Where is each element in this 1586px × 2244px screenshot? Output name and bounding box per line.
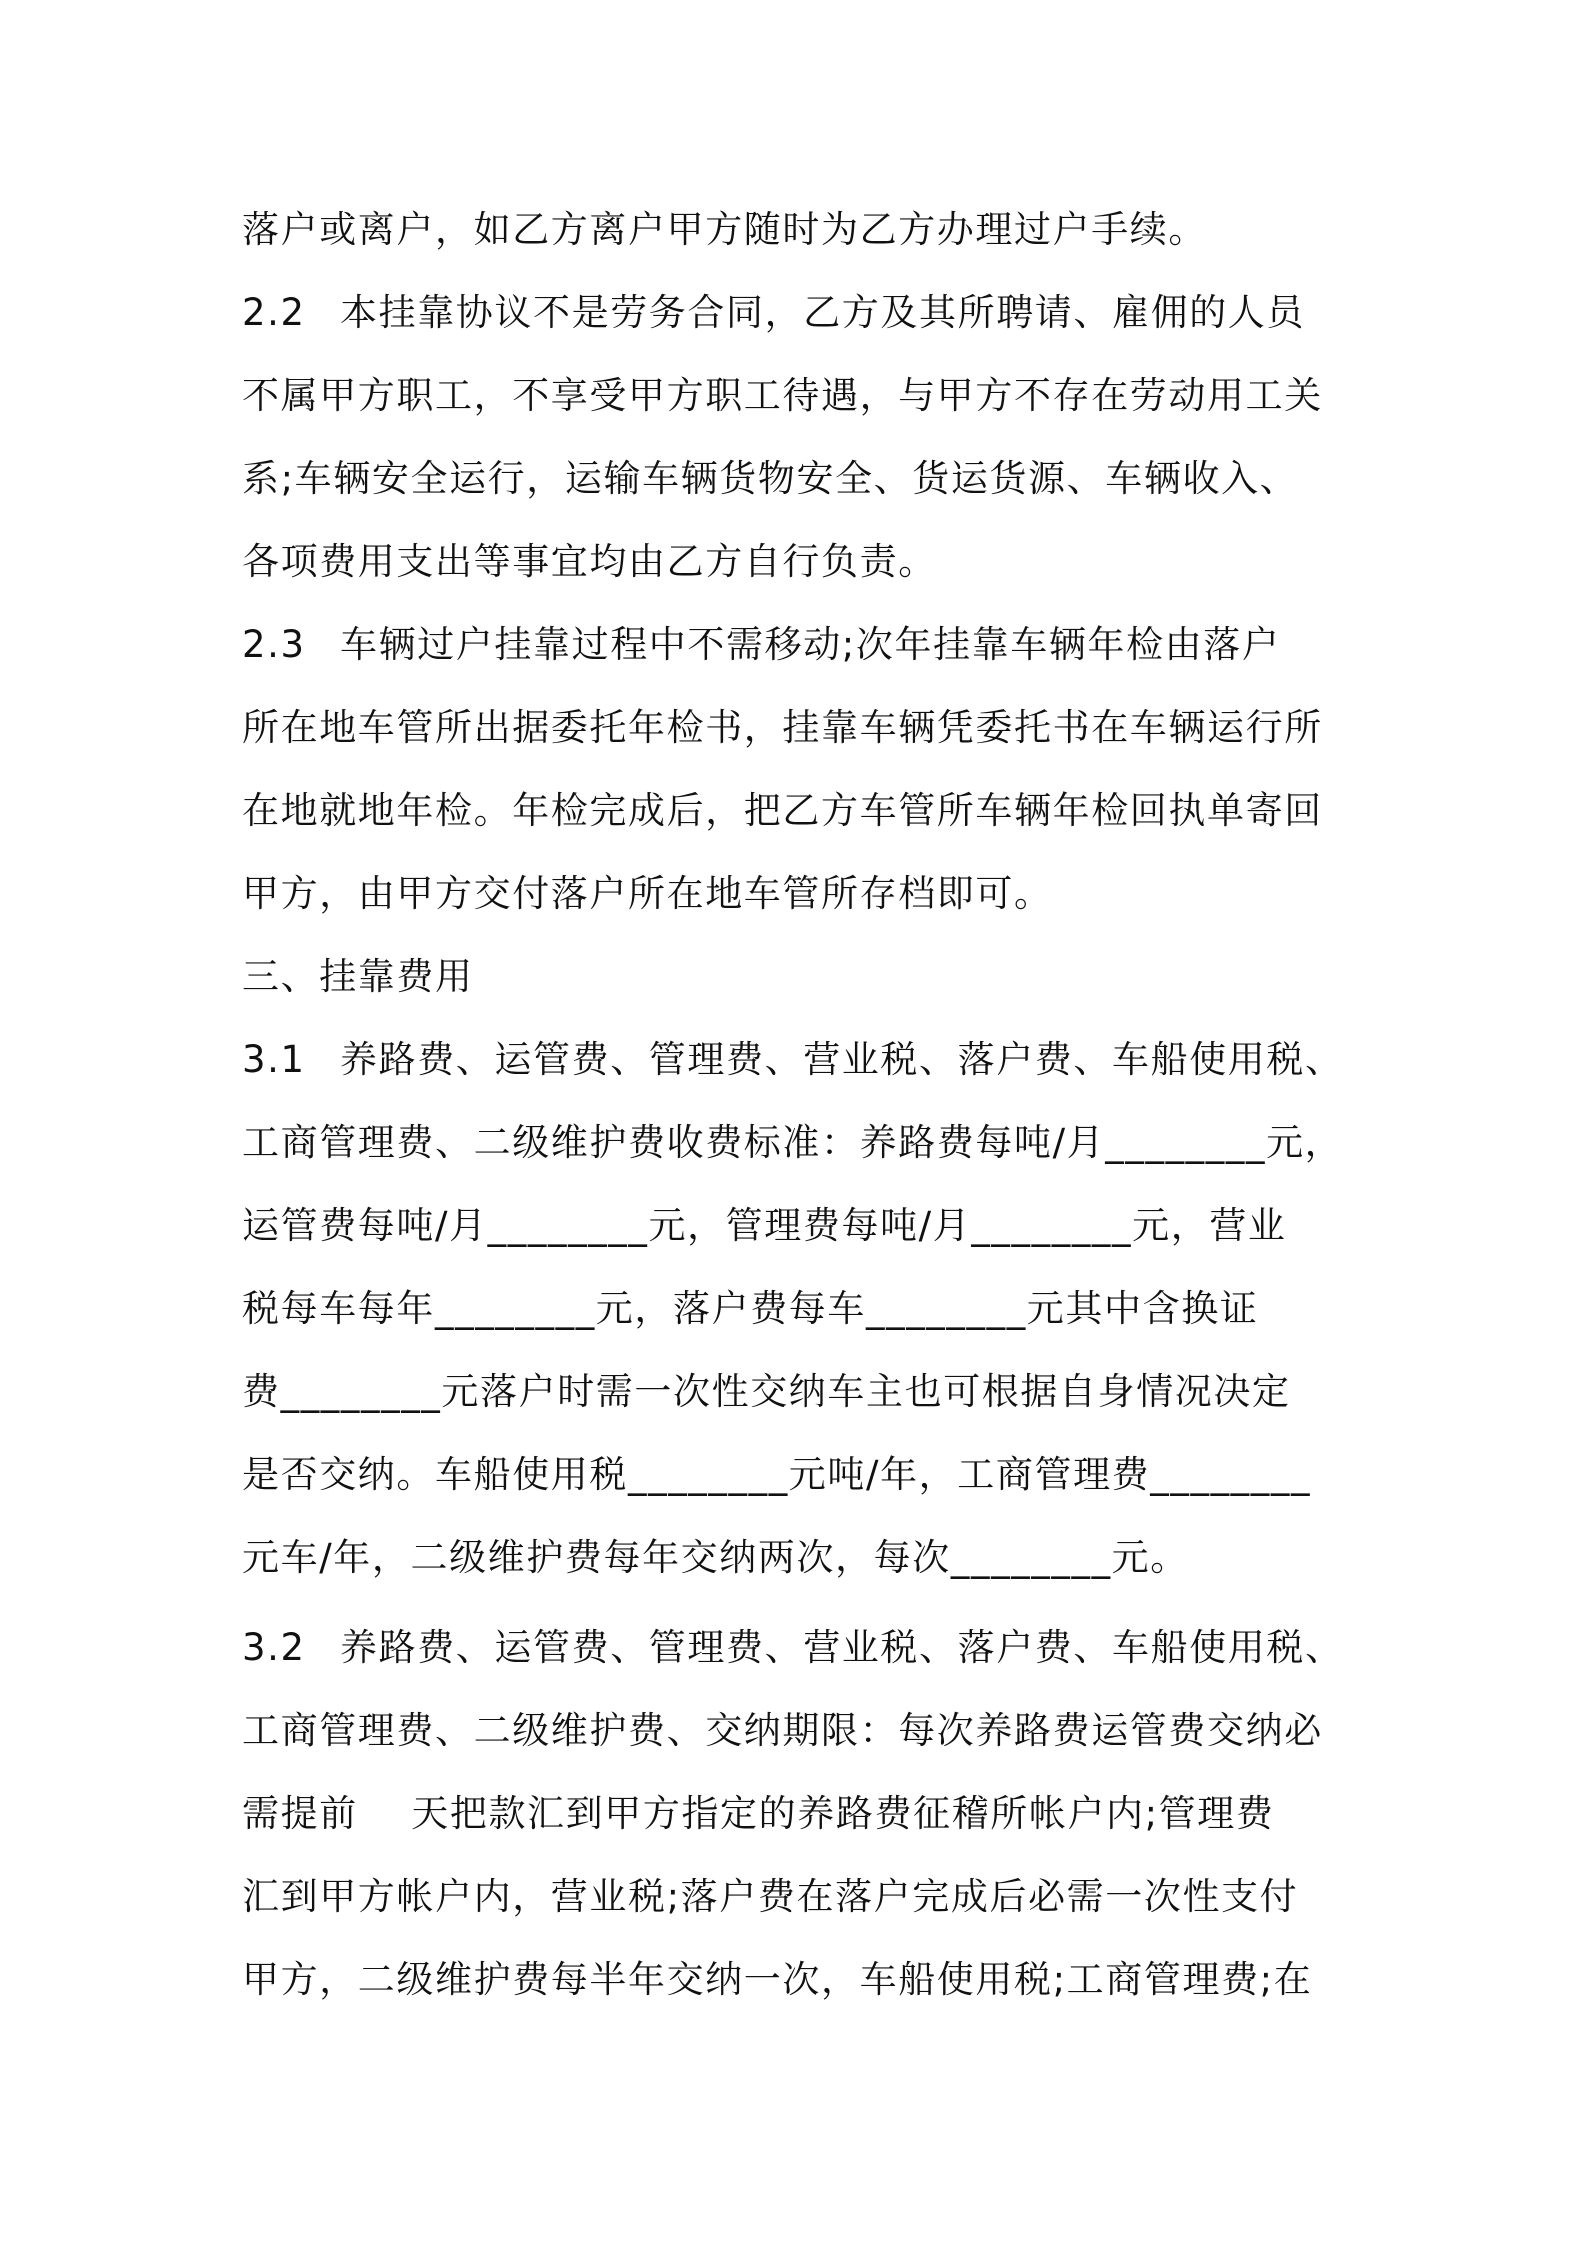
clause-3-2: [242, 1623, 1362, 1673]
line-text: 工商管理费、二级维护费、交纳期限：每次养路费运管费交纳必: [242, 1709, 1323, 1752]
text-line: [242, 703, 1362, 753]
text-line: [242, 205, 1362, 255]
line-text: 系;车辆安全运行，运输车辆货物安全、货运货源、车辆收入、: [242, 457, 1299, 500]
clause-3-1: [242, 1035, 1362, 1085]
text-line: [242, 1533, 1362, 1583]
line-text: 落户或离户，如乙方离户甲方随时为乙方办理过户手续。: [242, 208, 1207, 251]
line-text: 养路费、运管费、管理费、营业税、落户费、车船使用税、: [340, 1038, 1344, 1081]
line-text: 税每车每年________元，落户费每车________元其中含换证: [242, 1287, 1259, 1330]
section-title: 三、挂靠费用: [242, 955, 474, 998]
text-line: [242, 869, 1362, 919]
line-text: 养路费、运管费、管理费、营业税、落户费、车船使用税、: [340, 1626, 1344, 1669]
line-text: 在地就地年检。年检完成后，把乙方车管所车辆年检回执单寄回: [242, 789, 1323, 832]
text-line: [242, 1367, 1362, 1417]
clause-number: 2.3: [242, 623, 306, 666]
line-text: 不属甲方职工，不享受甲方职工待遇，与甲方不存在劳动用工关: [242, 374, 1323, 417]
text-line: [242, 1789, 1362, 1839]
line-text: 本挂靠协议不是劳务合同，乙方及其所聘请、雇佣的人员: [340, 291, 1305, 334]
line-text: 需提前 天把款汇到甲方指定的养路费征稽所帐户内;管理费: [242, 1792, 1275, 1835]
line-text: 所在地车管所出据委托年检书，挂靠车辆凭委托书在车辆运行所: [242, 706, 1323, 749]
section-heading: [242, 952, 1362, 1002]
text-line: [242, 1872, 1362, 1922]
line-text: 甲方，二级维护费每半年交纳一次，车船使用税;工商管理费;在: [242, 1958, 1313, 2001]
clause-2-2: [242, 288, 1362, 338]
line-text: 汇到甲方帐户内，营业税;落户费在落户完成后必需一次性支付: [242, 1875, 1299, 1918]
line-text: 车辆过户挂靠过程中不需移动;次年挂靠车辆年检由落户: [340, 623, 1281, 666]
line-text: 费________元落户时需一次性交纳车主也可根据自身情况决定: [242, 1370, 1291, 1413]
clause-number: 2.2: [242, 291, 306, 334]
clause-2-3: [242, 620, 1362, 670]
text-line: [242, 1201, 1362, 1251]
text-line: [242, 1450, 1362, 1500]
text-line: [242, 1706, 1362, 1756]
text-line: [242, 537, 1362, 587]
line-text: 工商管理费、二级维护费收费标准：养路费每吨/月________元，: [242, 1121, 1344, 1164]
text-line: [242, 1118, 1362, 1168]
text-line: [242, 786, 1362, 836]
text-line: [242, 1284, 1362, 1334]
text-line: [242, 454, 1362, 504]
line-text: 运管费每吨/月________元，管理费每吨/月________元，营业: [242, 1204, 1287, 1247]
line-text: 元车/年，二级维护费每年交纳两次，每次________元。: [242, 1536, 1189, 1579]
clause-number: 3.1: [242, 1038, 306, 1081]
text-line: [242, 371, 1362, 421]
clause-number: 3.2: [242, 1626, 306, 1669]
text-line: [242, 1955, 1362, 2005]
line-text: 各项费用支出等事宜均由乙方自行负责。: [242, 540, 937, 583]
line-text: 甲方，由甲方交付落户所在地车管所存档即可。: [242, 872, 1053, 915]
line-text: 是否交纳。车船使用税________元吨/年，工商管理费________: [242, 1453, 1312, 1496]
